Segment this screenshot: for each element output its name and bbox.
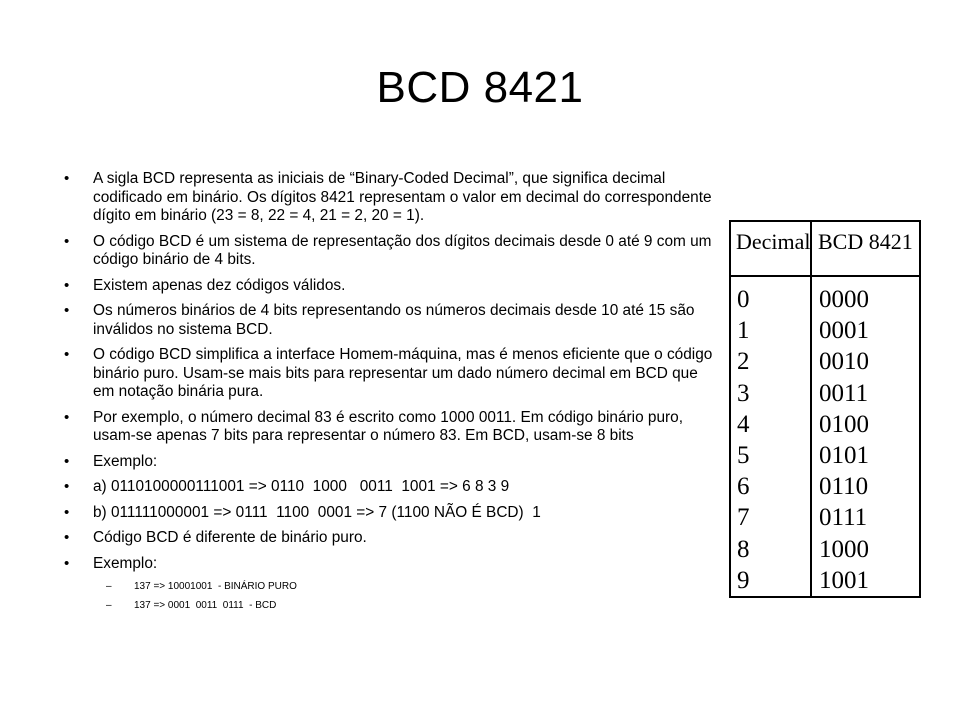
table-row — [731, 565, 919, 596]
bcd-cell: 1000 — [819, 535, 869, 563]
dash-icon: – — [106, 600, 112, 611]
decimal-cell: 4 — [737, 410, 750, 438]
bcd-cell: 0111 — [819, 504, 868, 532]
bullet-text: a) 0110100000111001 => 0110 1000 0011 1001 => 6 8 3 9 — [93, 478, 510, 495]
bullet-dot-icon: • — [64, 503, 70, 521]
bullet-text: Existem apenas dez códigos válidos. — [93, 276, 346, 294]
bullet-dot-icon: • — [64, 302, 70, 319]
table-row — [731, 409, 919, 440]
table-row — [731, 315, 919, 346]
bcd-cell: 0110 — [819, 473, 869, 501]
bcd-cell: 0010 — [819, 348, 869, 376]
table-header-decimal: Decimal — [736, 229, 811, 254]
bullet-item — [64, 555, 716, 574]
sub-bullet-text: 137 => 0001 0011 0111 - BCD — [134, 600, 277, 611]
table-row — [731, 534, 919, 565]
bullet-text: Exemplo: — [93, 452, 158, 470]
bullet-dot-icon: • — [64, 529, 70, 546]
table-body — [731, 284, 919, 596]
bullet-dot-icon: • — [64, 232, 70, 250]
bullet-item — [64, 346, 716, 402]
bcd-cell: 0011 — [819, 379, 869, 407]
bullet-item — [64, 478, 716, 497]
bullet-list — [64, 170, 716, 618]
decimal-cell: 0 — [737, 286, 750, 313]
decimal-cell: 7 — [737, 504, 750, 532]
sub-bullet-text: 137 => 10001001 - BINÁRIO PURO — [134, 581, 297, 592]
bcd-cell: 0101 — [819, 441, 869, 469]
table-row — [731, 378, 919, 409]
decimal-cell: 1 — [737, 317, 750, 345]
decimal-cell: 2 — [737, 348, 750, 376]
bcd-cell: 0000 — [819, 286, 869, 313]
bcd-cell: 0001 — [819, 317, 869, 345]
sub-bullet-item — [64, 580, 716, 594]
table-row — [731, 471, 919, 502]
table-row — [731, 346, 919, 377]
bullet-item — [64, 529, 716, 548]
slide-title: BCD 8421 — [376, 63, 584, 112]
bullet-item — [64, 170, 716, 226]
bullet-item — [64, 277, 716, 296]
bullet-text: O código BCD simplifica a interface Homem-máquina, mas é menos eficiente que o código binário puro. Usam-se mais bits para representar um dado número decimal em BCD que em notação binária pura. — [93, 346, 713, 400]
bcd-cell: 1001 — [819, 566, 869, 594]
table-header-divider — [731, 275, 919, 277]
table-row — [731, 502, 919, 533]
bcd-table — [729, 220, 921, 598]
table-header-bcd: BCD 8421 — [818, 229, 913, 254]
bullet-item — [64, 504, 716, 523]
decimal-cell: 3 — [737, 379, 750, 407]
sub-bullet-item — [64, 599, 716, 613]
bullet-text: Os números binários de 4 bits representando os números decimais desde 10 até 15 são inválidos no sistema BCD. — [93, 302, 695, 338]
decimal-cell: 6 — [737, 473, 750, 501]
bullet-text: O código BCD é um sistema de representação dos dígitos decimais desde 0 até 9 com um código binário de 4 bits. — [93, 232, 712, 268]
table-row — [731, 440, 919, 471]
bullet-item — [64, 302, 716, 339]
decimal-cell: 8 — [737, 535, 750, 563]
bullet-dot-icon: • — [64, 478, 70, 495]
bullet-text: A sigla BCD representa as iniciais de “Binary-Coded Decimal”, que significa decimal codificado em binário. Os dígitos 8421 representam o valor em decimal do correspondente dígito em binário (23 = 8, 22 = 4, 21 = 2, 20 = 1). — [93, 170, 712, 224]
table-row — [731, 284, 919, 315]
bullet-dot-icon: • — [64, 276, 70, 294]
decimal-cell: 5 — [737, 441, 750, 469]
bullet-item — [64, 409, 716, 446]
bullet-item — [64, 453, 716, 472]
bcd-cell: 0100 — [819, 410, 869, 438]
decimal-cell: 9 — [737, 566, 750, 594]
bullet-dot-icon: • — [64, 554, 70, 572]
bullet-text: Por exemplo, o número decimal 83 é escrito como 1000 0011. Em código binário puro, usam-se apenas 7 bits para representar o número 83. Em BCD, usam-se 8 bits — [93, 408, 684, 444]
dash-icon: – — [106, 581, 112, 592]
bullet-text: b) 011111000001 => 0111 1100 0001 => 7 (1100 NÃO É BCD) 1 — [93, 503, 541, 521]
bullet-text: Exemplo: — [93, 554, 158, 572]
bullet-dot-icon: • — [64, 452, 70, 470]
bullet-dot-icon: • — [64, 408, 70, 426]
bullet-dot-icon: • — [64, 346, 70, 363]
bullet-text: Código BCD é diferente de binário puro. — [93, 529, 367, 546]
bullet-dot-icon: • — [64, 170, 70, 187]
bullet-item — [64, 233, 716, 270]
